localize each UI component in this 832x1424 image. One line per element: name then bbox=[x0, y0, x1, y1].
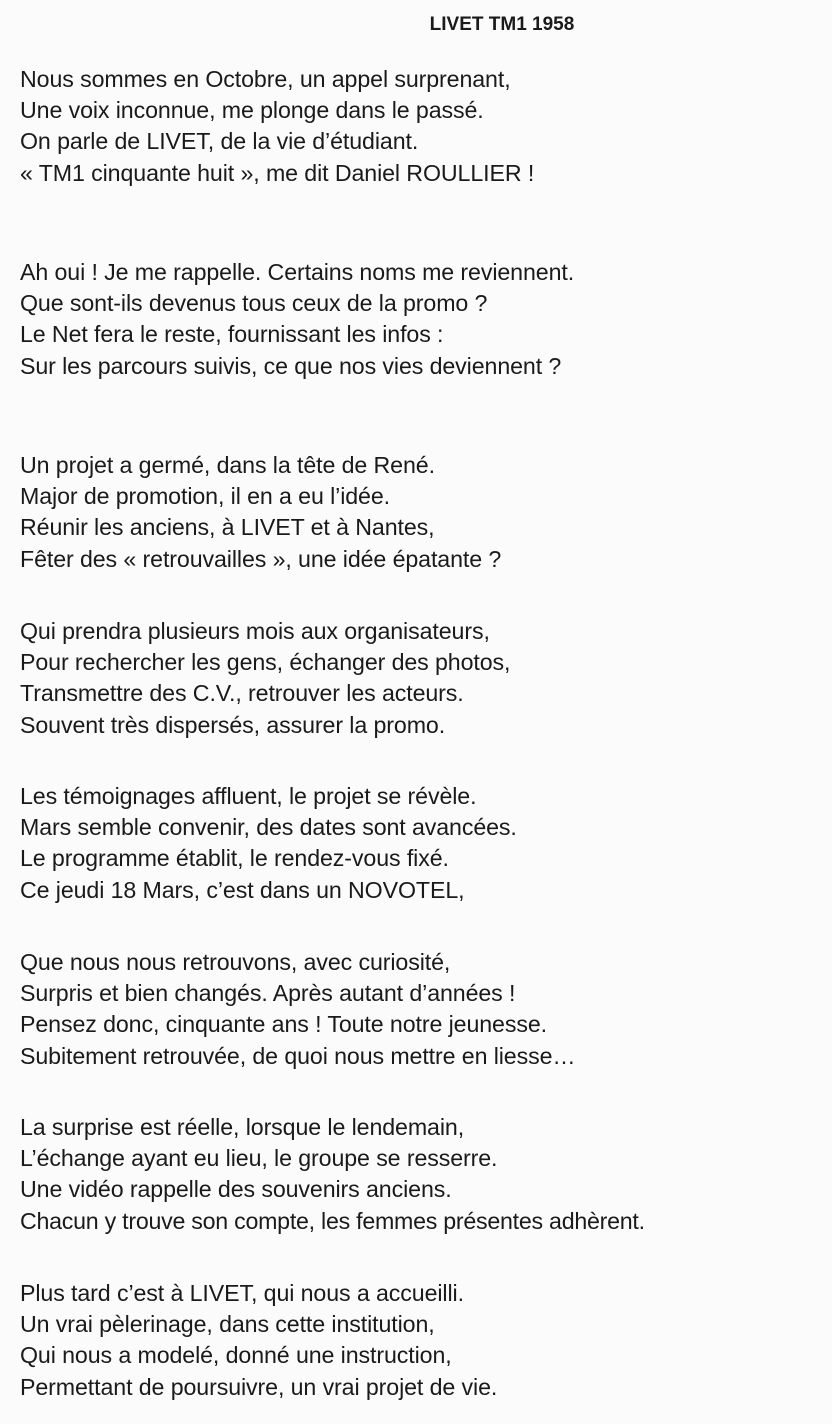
verse-line: Souvent très dispersés, assurer la promo. bbox=[20, 711, 446, 738]
verse-line: Que sont-ils devenus tous ceux de la promo ? bbox=[20, 290, 488, 317]
verse-line: « TM1 cinquante huit », me dit Daniel ROULLIER ! bbox=[20, 159, 535, 186]
verse-line: L’échange ayant eu lieu, le groupe se resserre. bbox=[20, 1145, 498, 1172]
verse-line: Pensez donc, cinquante ans ! Toute notre jeunesse. bbox=[20, 1011, 547, 1038]
verse-line: Qui prendra plusieurs mois aux organisateurs, bbox=[20, 618, 490, 644]
verse-line: Sur les parcours suivis, ce que nos vies deviennent ? bbox=[20, 352, 562, 379]
verse-line: Permettant de poursuivre, un vrai projet de vie. bbox=[20, 1373, 498, 1400]
stanza-4 bbox=[20, 616, 830, 741]
verse-line: Plus tard c’est à LIVET, qui nous a accueilli. bbox=[20, 1280, 464, 1306]
verse-line: Chacun y trouve son compte, les femmes présentes adhèrent. bbox=[20, 1207, 645, 1234]
verse-line: Major de promotion, il en a eu l’idée. bbox=[20, 483, 390, 510]
verse-line: Les témoignages affluent, le projet se révèle. bbox=[20, 783, 477, 809]
verse-line: Ce jeudi 18 Mars, c’est dans un NOVOTEL, bbox=[20, 876, 465, 903]
stanza-5 bbox=[20, 781, 830, 906]
verse-line: On parle de LIVET, de la vie d’étudiant. bbox=[20, 128, 419, 155]
verse-line: Réunir les anciens, à LIVET et à Nantes, bbox=[20, 514, 435, 541]
verse-line: La surprise est réelle, lorsque le lendemain, bbox=[20, 1114, 465, 1140]
verse-line: Un vrai pèlerinage, dans cette institution, bbox=[20, 1311, 435, 1338]
verse-line: Le Net fera le reste, fournissant les infos : bbox=[20, 321, 444, 348]
verse-line: Que nous nous retrouvons, avec curiosité, bbox=[20, 949, 451, 975]
verse-line: Nous sommes en Octobre, un appel surprenant, bbox=[20, 66, 511, 92]
verse-line: Un projet a germé, dans la tête de René. bbox=[20, 452, 435, 478]
verse-line: Transmettre des C.V., retrouver les acteurs. bbox=[20, 680, 464, 707]
verse-line: Une vidéo rappelle des souvenirs anciens. bbox=[20, 1176, 452, 1203]
verse-line: Le programme établit, le rendez-vous fixé. bbox=[20, 845, 449, 872]
stanza-1 bbox=[20, 64, 830, 189]
stanza-7 bbox=[20, 1112, 830, 1237]
stanza-3 bbox=[20, 450, 830, 575]
poem-title: LIVET TM1 1958 bbox=[429, 14, 575, 35]
verse-line: Fêter des « retrouvailles », une idée épatante ? bbox=[20, 545, 502, 572]
verse-line: Une voix inconnue, me plonge dans le passé. bbox=[20, 97, 484, 124]
stanza-8 bbox=[20, 1278, 830, 1403]
verse-line: Subitement retrouvée, de quoi nous mettre en liesse… bbox=[20, 1042, 576, 1069]
verse-line: Mars semble convenir, des dates sont avancées. bbox=[20, 814, 517, 841]
stanza-2 bbox=[20, 257, 830, 382]
verse-line: Pour rechercher les gens, échanger des photos, bbox=[20, 649, 511, 676]
verse-line: Qui nous a modelé, donné une instruction, bbox=[20, 1342, 452, 1369]
verse-line: Ah oui ! Je me rappelle. Certains noms me reviennent. bbox=[20, 259, 575, 285]
stanza-6 bbox=[20, 947, 830, 1072]
verse-line: Surpris et bien changés. Après autant d’années ! bbox=[20, 980, 516, 1007]
